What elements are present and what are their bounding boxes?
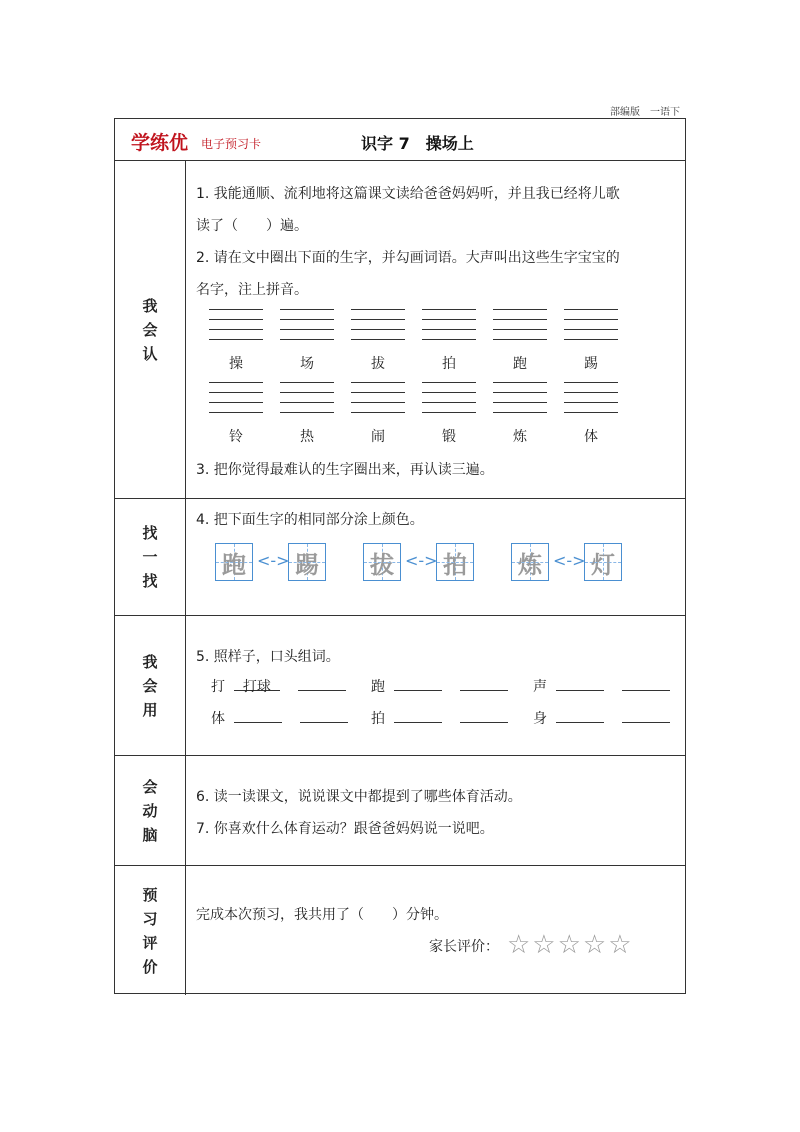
answer-blank[interactable] [300,708,348,723]
answer-blank[interactable] [622,676,670,691]
answer-blank[interactable] [394,708,442,723]
section-use [115,616,685,756]
question-4: 4. 把下面生字的相同部分涂上颜色。 [196,512,424,528]
section-review [115,866,685,995]
word-group: 体 [211,708,348,728]
pinyin-cell[interactable]: 踢 [564,309,620,341]
answer-blank[interactable] [298,676,346,691]
question-2a: 2. 请在文中圈出下面的生字，并勾画词语。大声叫出这些生字宝宝的 [196,250,620,266]
section-label: 我 会 用 [142,652,158,719]
pinyin-cell[interactable]: 体 [564,382,620,414]
section-think [115,756,685,866]
section-label: 我 会 认 [142,296,158,363]
pinyin-cell[interactable]: 拍 [422,309,478,341]
pinyin-cell[interactable]: 场 [280,309,336,341]
pinyin-cell[interactable]: 拔 [351,309,407,341]
word-group: 打 打球 [211,676,346,696]
section-find [115,499,685,616]
double-arrow-icon: <-> [553,551,586,570]
question-1a: 1. 我能通顺、流利地将这篇课文读给爸爸妈妈听，并且我已经将儿歌 [196,186,620,202]
rating-stars[interactable]: ☆☆☆☆☆ [507,930,634,960]
answer-blank[interactable] [622,708,670,723]
parent-review-label: 家长评价： [429,939,499,955]
word-group: 声 [533,676,670,696]
brand-subtitle: 电子预习卡 [201,137,262,151]
answer-blank[interactable] [460,708,508,723]
pinyin-cell[interactable]: 炼 [493,382,549,414]
pinyin-cell[interactable]: 锻 [422,382,478,414]
word-group: 身 [533,708,670,728]
edition-label: 部编版 一语下 [610,107,680,118]
character-grid[interactable]: 跑 [215,543,253,581]
section-label: 找 一 找 [142,524,158,590]
answer-blank[interactable] [460,676,508,691]
section-label: 会 动 脑 [142,777,158,844]
pinyin-cell[interactable]: 闹 [351,382,407,414]
section-label: 预 习 评 价 [142,885,158,976]
section-recognize [115,161,685,499]
lesson-title: 识字 7 操场上 [361,134,474,153]
question-6: 6. 读一读课文，说说课文中都提到了哪些体育活动。 [196,789,522,805]
example-answer: 打球 [234,676,280,691]
word-group: 拍 [371,708,508,728]
pinyin-cell[interactable]: 热 [280,382,336,414]
question-1b: 读了（ ）遍。 [196,218,308,234]
answer-blank[interactable] [556,708,604,723]
preview-card [114,118,686,994]
answer-blank[interactable] [234,708,282,723]
double-arrow-icon: <-> [405,551,438,570]
pinyin-cell[interactable]: 跑 [493,309,549,341]
character-grid[interactable]: 炼 [511,543,549,581]
word-group: 跑 [371,676,508,696]
answer-blank[interactable] [394,676,442,691]
character-grid[interactable]: 灯 [584,543,622,581]
question-2b: 名字，注上拼音。 [196,282,308,298]
card-header [115,119,685,161]
character-grid[interactable]: 拍 [436,543,474,581]
question-7: 7. 你喜欢什么体育运动？跟爸爸妈妈说一说吧。 [196,821,494,837]
pinyin-cell[interactable]: 操 [209,309,265,341]
time-spent-text: 完成本次预习，我共用了（ ）分钟。 [196,907,448,923]
question-3: 3. 把你觉得最难认的生字圈出来，再认读三遍。 [196,462,494,478]
character-grid[interactable]: 拔 [363,543,401,581]
pinyin-cell[interactable]: 铃 [209,382,265,414]
brand-logo: 学练优 [131,132,189,154]
double-arrow-icon: <-> [257,551,290,570]
answer-blank[interactable] [556,676,604,691]
character-grid[interactable]: 踢 [288,543,326,581]
question-5: 5. 照样子，口头组词。 [196,649,340,665]
